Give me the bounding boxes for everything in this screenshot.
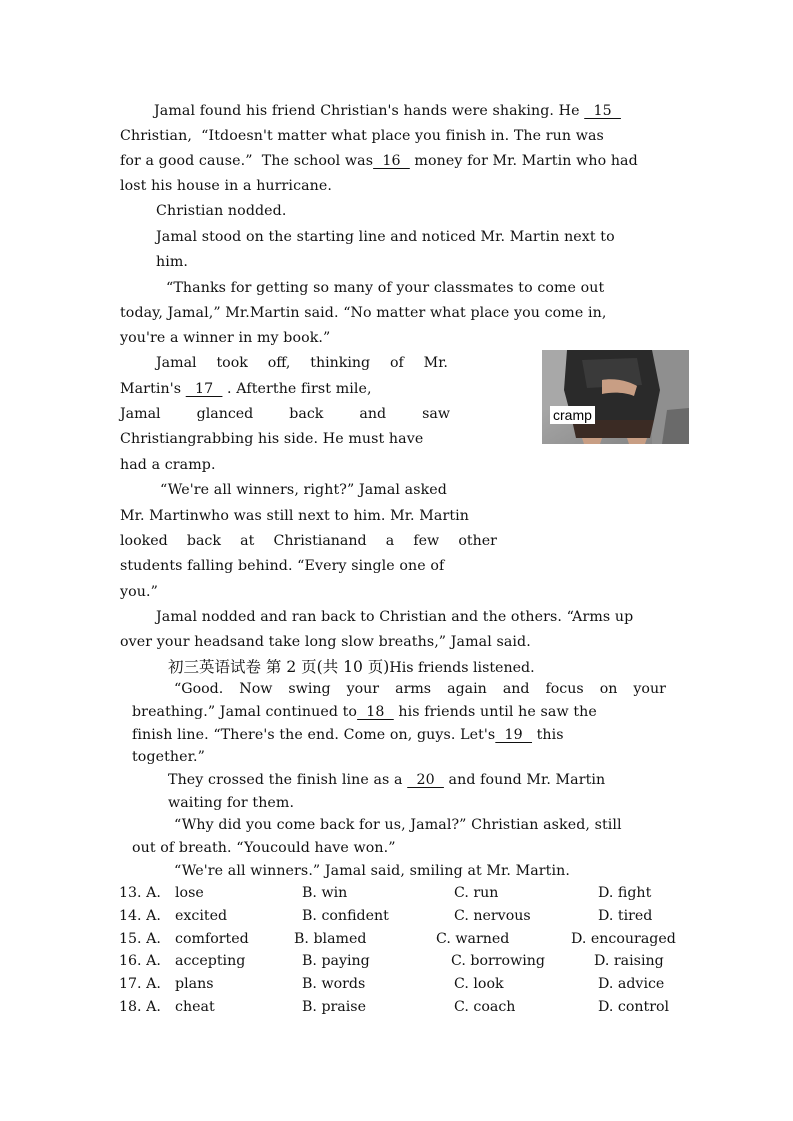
passage-line: looked back at Christianand a few other <box>120 533 497 549</box>
option-a[interactable]: accepting <box>175 953 246 969</box>
option-d[interactable]: D. tired <box>598 908 653 924</box>
blank-17: 17 <box>185 381 223 397</box>
passage-line: “Good. Now swing your arms again and focus on your <box>174 681 666 697</box>
cramp-photo <box>542 350 689 444</box>
option-a[interactable]: excited <box>175 908 228 924</box>
blank-15: 15 <box>584 103 621 119</box>
passage-line: out of breath. “Youcould have won.” <box>132 840 396 856</box>
passage-line: breathing.” Jamal continued to 18 his friends until he saw the <box>132 704 597 720</box>
passage-line: Jamal nodded and ran back to Christian and the others. “Arms up <box>156 609 634 625</box>
passage-line: waiting for them. <box>168 795 295 811</box>
option-d[interactable]: D. encouraged <box>571 931 676 947</box>
image-label: cramp <box>550 406 595 424</box>
passage-line: over your headsand take long slow breaths,” Jamal said. <box>120 634 531 650</box>
option-c[interactable]: C. borrowing <box>451 953 545 969</box>
runner-image <box>542 350 689 444</box>
passage-line: had a cramp. <box>120 457 216 473</box>
option-a[interactable]: cheat <box>175 999 215 1015</box>
passage-line: for a good cause.” The school was 16 money for Mr. Martin who had <box>120 153 638 169</box>
option-c[interactable]: C. warned <box>436 931 510 947</box>
passage-line: lost his house in a hurricane. <box>120 178 333 194</box>
blank-16: 16 <box>373 153 410 169</box>
passage-line: students falling behind. “Every single one of <box>120 558 445 574</box>
passage-line: “We're all winners.” Jamal said, smiling at Mr. Martin. <box>174 863 570 879</box>
passage-line: you.” <box>120 584 158 600</box>
option-b[interactable]: B. confident <box>302 908 389 924</box>
option-d[interactable]: D. control <box>598 999 670 1015</box>
passage-line: Jamal took off, thinking of Mr. <box>156 355 448 371</box>
question-number: 18. A. <box>119 999 161 1015</box>
passage-line: Christiangrabbing his side. He must have <box>120 431 424 447</box>
passage-line: Jamal found his friend Christian's hands were shaking. He 15 <box>154 103 621 119</box>
page-footer: 初三英语试卷 第 2 页(共 10 页)His friends listened. <box>168 658 535 676</box>
passage-line: today, Jamal,” Mr.Martin said. “No matter what place you come in, <box>120 305 607 321</box>
passage-line: “Why did you come back for us, Jamal?” Christian asked, still <box>174 817 622 833</box>
passage-line: “We're all winners, right?” Jamal asked <box>160 482 447 498</box>
passage-line: him. <box>156 254 189 270</box>
question-number: 13. A. <box>119 885 161 901</box>
question-number: 14. A. <box>119 908 161 924</box>
option-b[interactable]: B. praise <box>302 999 366 1015</box>
option-c[interactable]: C. look <box>454 976 504 992</box>
passage-line: Martin's 17 . Afterthe first mile, <box>120 381 372 397</box>
passage-line: Jamal stood on the starting line and noticed Mr. Martin next to <box>156 229 615 245</box>
option-b[interactable]: B. win <box>302 885 348 901</box>
question-number: 16. A. <box>119 953 161 969</box>
blank-18: 18 <box>357 704 394 720</box>
option-d[interactable]: D. fight <box>598 885 652 901</box>
passage-line: Mr. Martinwho was still next to him. Mr. Martin <box>120 508 469 524</box>
option-a[interactable]: lose <box>175 885 204 901</box>
question-number: 17. A. <box>119 976 161 992</box>
option-c[interactable]: C. nervous <box>454 908 531 924</box>
option-d[interactable]: D. raising <box>594 953 664 969</box>
passage-line: “Thanks for getting so many of your classmates to come out <box>166 280 605 296</box>
option-b[interactable]: B. words <box>302 976 366 992</box>
question-number: 15. A. <box>119 931 161 947</box>
passage-line: Jamal glanced back and saw <box>120 406 450 422</box>
option-c[interactable]: C. coach <box>454 999 516 1015</box>
passage-line: together.” <box>132 749 205 765</box>
option-b[interactable]: B. paying <box>302 953 370 969</box>
passage-line: Christian nodded. <box>156 203 287 219</box>
blank-19: 19 <box>495 727 533 743</box>
passage-line: They crossed the finish line as a 20 and found Mr. Martin <box>168 772 606 788</box>
option-a[interactable]: comforted <box>175 931 249 947</box>
passage-line: you're a winner in my book.” <box>120 330 331 346</box>
option-b[interactable]: B. blamed <box>294 931 367 947</box>
option-d[interactable]: D. advice <box>598 976 665 992</box>
passage-line: Christian, “Itdoesn't matter what place you finish in. The run was <box>120 128 604 144</box>
option-a[interactable]: plans <box>175 976 214 992</box>
option-c[interactable]: C. run <box>454 885 499 901</box>
blank-20: 20 <box>407 772 444 788</box>
passage-line: finish line. “There's the end. Come on, guys. Let's 19 this <box>132 727 564 743</box>
